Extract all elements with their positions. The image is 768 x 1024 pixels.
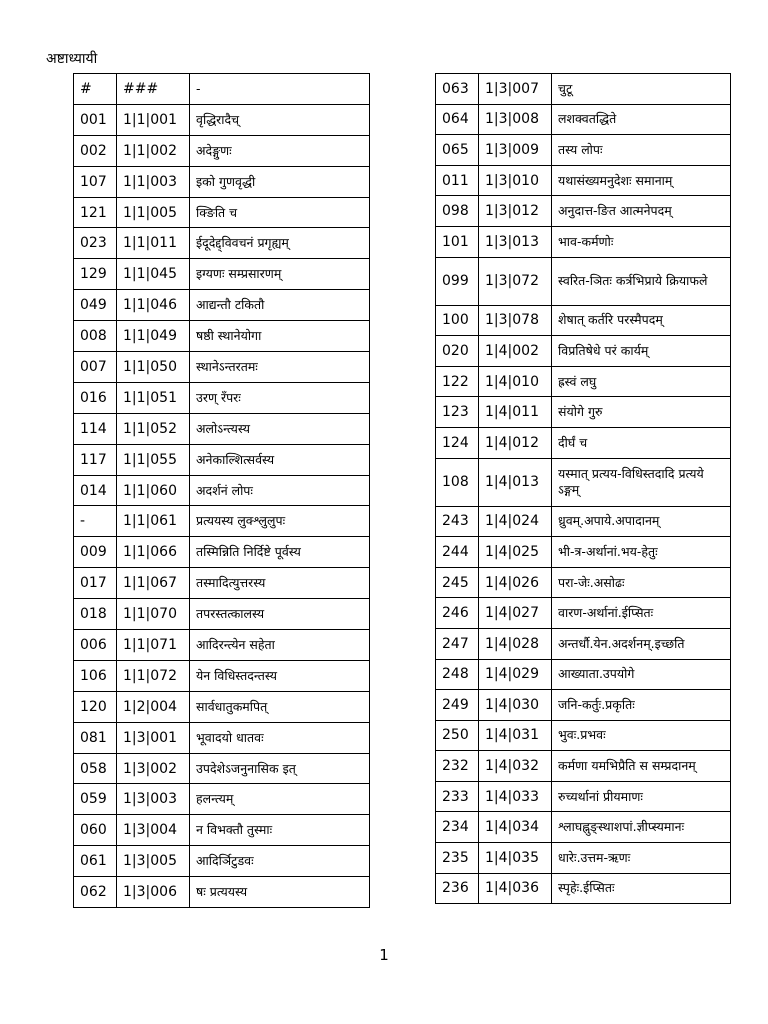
sutra-reference-cell: 1|1|067	[117, 568, 190, 599]
sutra-reference-cell: 1|1|005	[117, 197, 190, 228]
table-row	[74, 877, 370, 908]
sutra-text-cell: अदेङ्गुणः	[190, 135, 370, 166]
sutra-text-cell: शेषात् कर्तरि परस्मैपदम्	[552, 305, 731, 336]
sutra-number-cell: 248	[436, 659, 479, 690]
table-row	[436, 458, 731, 506]
sutra-reference-cell: 1|3|006	[117, 877, 190, 908]
sutra-text-cell: परा-जेः.असोढः	[552, 567, 731, 598]
sutra-text-cell: अन्तर्धौ.येन.अदर्शनम्.इच्छति	[552, 628, 731, 659]
sutra-number-cell: 243	[436, 506, 479, 537]
sutra-number-cell: 232	[436, 751, 479, 782]
sutra-text-cell: अदर्शनं लोपः	[190, 475, 370, 506]
sutra-reference-cell: 1|4|035	[479, 843, 552, 874]
table-row	[436, 843, 731, 874]
sutra-text-cell: तपरस्तत्कालस्य	[190, 599, 370, 630]
table-row	[74, 259, 370, 290]
sutra-number-cell: 099	[436, 257, 479, 305]
sutra-text-cell: षः प्रत्ययस्य	[190, 877, 370, 908]
table-row	[74, 537, 370, 568]
sutra-reference-cell: 1|4|028	[479, 628, 552, 659]
table-row	[436, 812, 731, 843]
sutra-reference-cell: 1|1|051	[117, 382, 190, 413]
page-number: 1	[379, 946, 389, 964]
sutra-reference-cell: 1|1|003	[117, 166, 190, 197]
table-row	[436, 165, 731, 196]
sutra-number-cell: 107	[74, 166, 117, 197]
table-row	[436, 628, 731, 659]
sutra-text-cell: अलोऽन्त्यस्य	[190, 413, 370, 444]
table-row	[436, 257, 731, 305]
sutra-text-cell: उरण् रँपरः	[190, 382, 370, 413]
sutra-text-cell: सार्वधातुकमपित्	[190, 691, 370, 722]
sutra-text-cell: तस्मादित्युत्तरस्य	[190, 568, 370, 599]
sutra-number-cell: 098	[436, 196, 479, 227]
sutra-reference-cell: 1|3|078	[479, 305, 552, 336]
sutra-text-cell: येन विधिस्तदन्तस्य	[190, 660, 370, 691]
table-row	[74, 691, 370, 722]
sutra-number-cell: 249	[436, 690, 479, 721]
table-row	[436, 104, 731, 135]
sutra-text-cell: भाव-कर्मणोः	[552, 226, 731, 257]
sutra-text-cell: यथासंख्यमनुदेशः समानाम्	[552, 165, 731, 196]
sutra-reference-cell: 1|4|025	[479, 537, 552, 568]
sutra-reference-cell: 1|4|030	[479, 690, 552, 721]
sutra-number-cell: 016	[74, 382, 117, 413]
sutra-number-cell: 124	[436, 427, 479, 458]
sutra-reference-cell: 1|3|008	[479, 104, 552, 135]
table-row	[74, 660, 370, 691]
sutra-text-cell: क्ङिति च	[190, 197, 370, 228]
sutra-number-cell: 008	[74, 321, 117, 352]
table-row	[74, 846, 370, 877]
sutra-text-cell: न विभक्तौ तुस्माः	[190, 815, 370, 846]
sutra-number-cell: 014	[74, 475, 117, 506]
sutra-number-cell: 250	[436, 720, 479, 751]
sutra-reference-cell: 1|1|052	[117, 413, 190, 444]
sutra-number-cell: 063	[436, 74, 479, 105]
sutra-text-cell: इको गुणवृद्धी	[190, 166, 370, 197]
table-row	[436, 74, 731, 105]
sutra-number-cell: 062	[74, 877, 117, 908]
table-row	[74, 104, 370, 135]
sutra-text-cell: तस्मिन्निति निर्दिष्टे पूर्वस्य	[190, 537, 370, 568]
sutra-text-cell: हलन्त्यम्	[190, 784, 370, 815]
sutra-text-cell: तस्य लोपः	[552, 135, 731, 166]
sutra-number-cell: 018	[74, 599, 117, 630]
sutra-reference-cell: 1|3|002	[117, 753, 190, 784]
sutra-reference-cell: 1|4|034	[479, 812, 552, 843]
sutra-text-cell: भी-त्र-अर्थानां.भय-हेतुः	[552, 537, 731, 568]
sutra-text-cell: आख्याता.उपयोगे	[552, 659, 731, 690]
sutra-number-cell: 122	[436, 366, 479, 397]
sutra-reference-cell: 1|4|032	[479, 751, 552, 782]
sutra-text-cell: अनुदात्त-ङित आत्मनेपदम्	[552, 196, 731, 227]
sutra-text-cell: षष्ठी स्थानेयोगा	[190, 321, 370, 352]
table-row	[436, 305, 731, 336]
table-row	[436, 336, 731, 367]
sutra-reference-cell: 1|3|007	[479, 74, 552, 105]
sutra-reference-cell: 1|4|002	[479, 336, 552, 367]
table-row	[436, 567, 731, 598]
sutra-number-cell: 002	[74, 135, 117, 166]
sutra-number-cell: 081	[74, 722, 117, 753]
sutra-number-cell: 100	[436, 305, 479, 336]
sutra-reference-cell: 1|1|060	[117, 475, 190, 506]
sutra-number-cell: 001	[74, 104, 117, 135]
table-row	[436, 690, 731, 721]
sutra-text-cell: दीर्घं च	[552, 427, 731, 458]
sutra-text-cell: अनेकाल्शित्सर्वस्य	[190, 444, 370, 475]
sutra-text-cell: कर्मणा यमभिप्रैति स सम्प्रदानम्	[552, 751, 731, 782]
sutra-text-cell: चुटू	[552, 74, 731, 105]
sutra-text-cell: ह्रस्वं लघु	[552, 366, 731, 397]
sutra-reference-cell: 1|3|004	[117, 815, 190, 846]
table-row	[74, 382, 370, 413]
table-row	[436, 751, 731, 782]
table-row	[436, 598, 731, 629]
document-title: अष्टाध्यायी	[46, 51, 98, 67]
sutra-reference-cell: 1|1|055	[117, 444, 190, 475]
sutra-number-cell: 058	[74, 753, 117, 784]
sutra-reference-cell: 1|3|010	[479, 165, 552, 196]
sutra-number-cell: 121	[74, 197, 117, 228]
sutra-number-cell: 120	[74, 691, 117, 722]
sutra-text-cell: भुवः.प्रभवः	[552, 720, 731, 751]
sutra-reference-cell: 1|4|027	[479, 598, 552, 629]
sutra-number-cell: 123	[436, 397, 479, 428]
sutra-reference-cell: 1|4|029	[479, 659, 552, 690]
sutra-reference-cell: 1|4|031	[479, 720, 552, 751]
table-row	[436, 659, 731, 690]
sutra-number-cell: 049	[74, 290, 117, 321]
sutra-text-cell: स्वरित-ञितः कर्त्रभिप्राये क्रियाफले	[552, 257, 731, 305]
sutra-number-cell: 234	[436, 812, 479, 843]
sutra-number-cell: 246	[436, 598, 479, 629]
table-row	[436, 720, 731, 751]
sutra-reference-cell: 1|3|003	[117, 784, 190, 815]
sutra-text-cell: यस्मात् प्रत्यय-विधिस्तदादि प्रत्यये ऽङ्गम्	[552, 458, 731, 506]
sutra-reference-cell: 1|4|012	[479, 427, 552, 458]
sutra-number-cell: 006	[74, 630, 117, 661]
sutra-reference-cell: 1|4|013	[479, 458, 552, 506]
sutra-text-cell: भूवादयो धातवः	[190, 722, 370, 753]
sutra-reference-cell: 1|1|001	[117, 104, 190, 135]
sutra-text-cell: स्पृहेः.ईप्सितः	[552, 873, 731, 904]
table-row	[74, 135, 370, 166]
sutra-number-cell: 101	[436, 226, 479, 257]
sutra-number-cell: 009	[74, 537, 117, 568]
table-row	[436, 427, 731, 458]
table-row	[74, 321, 370, 352]
sutra-reference-cell: 1|3|005	[117, 846, 190, 877]
sutra-reference-cell: 1|1|046	[117, 290, 190, 321]
sutra-text-cell: विप्रतिषेधे परं कार्यम्	[552, 336, 731, 367]
table-row	[74, 599, 370, 630]
table-row	[74, 290, 370, 321]
sutra-text-cell: आदिरन्त्येन सहेता	[190, 630, 370, 661]
table-row	[74, 166, 370, 197]
table-row	[74, 197, 370, 228]
sutra-text-cell: इग्यणः सम्प्रसारणम्	[190, 259, 370, 290]
sutra-reference-cell: 1|3|001	[117, 722, 190, 753]
sutra-reference-cell: 1|1|072	[117, 660, 190, 691]
sutra-text-cell: प्रत्ययस्य लुक्श्लुलुपः	[190, 506, 370, 537]
sutra-table-left	[73, 73, 370, 908]
sutra-reference-cell: 1|3|013	[479, 226, 552, 257]
sutra-text-cell: वारण-अर्थानां.ईप्सितः	[552, 598, 731, 629]
sutra-text-cell: आद्यन्तौ टकितौ	[190, 290, 370, 321]
sutra-text-cell: वृद्धिरादैच्	[190, 104, 370, 135]
sutra-number-cell: 236	[436, 873, 479, 904]
sutra-reference-cell: 1|3|012	[479, 196, 552, 227]
sutra-number-cell: 059	[74, 784, 117, 815]
sutra-text-cell: उपदेशेऽजनुनासिक इत्	[190, 753, 370, 784]
sutra-number-cell: -	[74, 506, 117, 537]
sutra-number-cell: 064	[436, 104, 479, 135]
table-row	[436, 506, 731, 537]
table-row	[74, 784, 370, 815]
table-row	[74, 352, 370, 383]
table-row	[74, 568, 370, 599]
sutra-reference-cell: 1|4|036	[479, 873, 552, 904]
sutra-text-cell: रुच्यर्थानां प्रीयमाणः	[552, 781, 731, 812]
sutra-text-cell: लशक्वतद्धिते	[552, 104, 731, 135]
sutra-reference-cell: 1|1|045	[117, 259, 190, 290]
sutra-number-cell: 020	[436, 336, 479, 367]
sutra-number-cell: 011	[436, 165, 479, 196]
table-row	[436, 781, 731, 812]
sutra-number-cell: 235	[436, 843, 479, 874]
sutra-number-cell: 106	[74, 660, 117, 691]
table-row	[436, 873, 731, 904]
sutra-text-cell: जनि-कर्तुः.प्रकृतिः	[552, 690, 731, 721]
sutra-number-cell: #	[74, 74, 117, 105]
sutra-number-cell: 244	[436, 537, 479, 568]
sutra-number-cell: 108	[436, 458, 479, 506]
sutra-number-cell: 117	[74, 444, 117, 475]
table-row	[436, 366, 731, 397]
sutra-reference-cell: 1|1|050	[117, 352, 190, 383]
sutra-reference-cell: 1|2|004	[117, 691, 190, 722]
sutra-number-cell: 061	[74, 846, 117, 877]
sutra-reference-cell: 1|1|049	[117, 321, 190, 352]
sutra-number-cell: 233	[436, 781, 479, 812]
sutra-number-cell: 065	[436, 135, 479, 166]
table-row	[74, 74, 370, 105]
table-row	[74, 815, 370, 846]
table-row	[436, 397, 731, 428]
sutra-number-cell: 114	[74, 413, 117, 444]
sutra-number-cell: 060	[74, 815, 117, 846]
sutra-reference-cell: 1|4|026	[479, 567, 552, 598]
table-row	[74, 722, 370, 753]
sutra-text-cell: संयोगे गुरु	[552, 397, 731, 428]
sutra-reference-cell: 1|1|071	[117, 630, 190, 661]
sutra-text-cell: आदिर्ञिटुडवः	[190, 846, 370, 877]
sutra-text-cell: ईदूदेद्द्विवचनं प्रगृह्यम्	[190, 228, 370, 259]
sutra-text-cell: श्लाघह्नुङ्स्थाशपां.ज्ञीप्स्यमानः	[552, 812, 731, 843]
sutra-number-cell: 023	[74, 228, 117, 259]
sutra-reference-cell: 1|4|011	[479, 397, 552, 428]
sutra-reference-cell: 1|4|033	[479, 781, 552, 812]
sutra-reference-cell: 1|1|002	[117, 135, 190, 166]
table-row	[74, 475, 370, 506]
table-row	[74, 444, 370, 475]
table-row	[436, 226, 731, 257]
table-row	[74, 630, 370, 661]
sutra-reference-cell: 1|3|072	[479, 257, 552, 305]
sutra-reference-cell: ###	[117, 74, 190, 105]
table-row	[74, 506, 370, 537]
sutra-table-right	[435, 73, 731, 904]
table-row	[74, 413, 370, 444]
sutra-reference-cell: 1|1|061	[117, 506, 190, 537]
sutra-reference-cell: 1|4|024	[479, 506, 552, 537]
sutra-reference-cell: 1|3|009	[479, 135, 552, 166]
sutra-number-cell: 129	[74, 259, 117, 290]
sutra-number-cell: 017	[74, 568, 117, 599]
sutra-reference-cell: 1|1|011	[117, 228, 190, 259]
sutra-text-cell: ध्रुवम्.अपाये.अपादानम्	[552, 506, 731, 537]
sutra-reference-cell: 1|4|010	[479, 366, 552, 397]
sutra-reference-cell: 1|1|070	[117, 599, 190, 630]
table-row	[74, 753, 370, 784]
sutra-text-cell: धारेः.उत्तम-ऋणः	[552, 843, 731, 874]
table-row	[436, 196, 731, 227]
sutra-number-cell: 247	[436, 628, 479, 659]
table-row	[436, 537, 731, 568]
sutra-text-cell: स्थानेऽन्तरतमः	[190, 352, 370, 383]
sutra-number-cell: 007	[74, 352, 117, 383]
sutra-number-cell: 245	[436, 567, 479, 598]
table-row	[74, 228, 370, 259]
sutra-reference-cell: 1|1|066	[117, 537, 190, 568]
table-row	[436, 135, 731, 166]
sutra-text-cell: -	[190, 74, 370, 105]
